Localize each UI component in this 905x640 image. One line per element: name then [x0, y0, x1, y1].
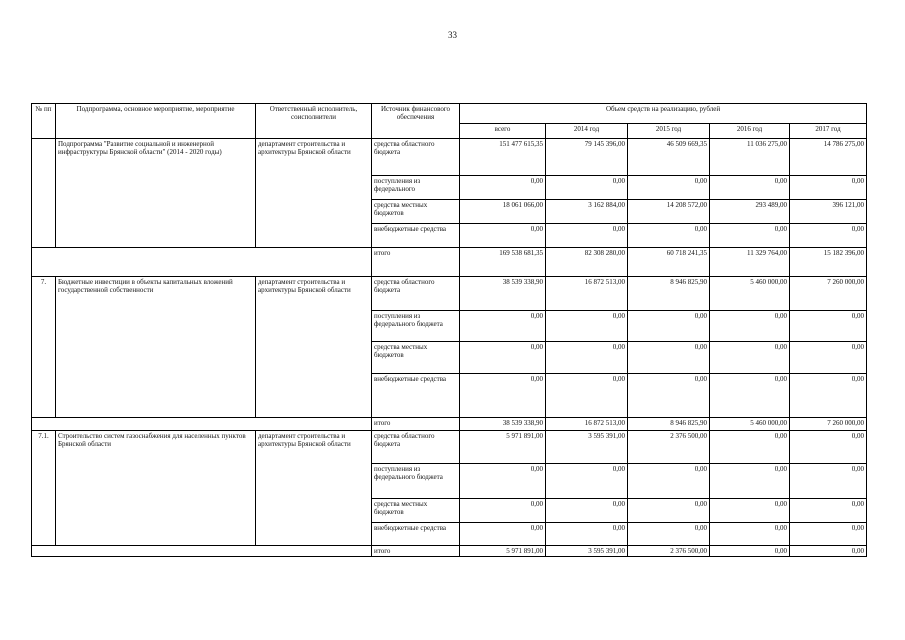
value-total: 0,00 — [460, 523, 546, 546]
value-2017: 0,00 — [790, 464, 867, 499]
value-total: 38 539 338,90 — [460, 277, 546, 311]
value-2015: 8 946 825,90 — [628, 418, 710, 431]
program-name: Бюджетные инвестиции в объекты капитальных вложений государственной собственности — [56, 277, 256, 418]
value-2016: 11 036 275,00 — [710, 139, 790, 176]
value-2014: 0,00 — [546, 311, 628, 342]
value-2016: 0,00 — [710, 431, 790, 464]
value-2015: 2 376 500,00 — [628, 431, 710, 464]
empty-cell — [32, 248, 372, 277]
value-2015: 0,00 — [628, 342, 710, 374]
value-2014: 3 595 391,00 — [546, 431, 628, 464]
header-year-2014: 2014 год — [546, 124, 628, 139]
value-2017: 0,00 — [790, 546, 867, 557]
row-index — [32, 139, 56, 248]
value-2015: 0,00 — [628, 464, 710, 499]
executor: департамент строительства и архитектуры Брянской области — [256, 277, 372, 418]
value-2017: 0,00 — [790, 431, 867, 464]
value-total: 151 477 615,35 — [460, 139, 546, 176]
value-2017: 14 786 275,00 — [790, 139, 867, 176]
value-total: 18 061 066,00 — [460, 200, 546, 224]
value-2015: 0,00 — [628, 499, 710, 523]
value-2017: 7 260 000,00 — [790, 418, 867, 431]
header-year-2017: 2017 год — [790, 124, 867, 139]
value-2015: 0,00 — [628, 311, 710, 342]
funding-source: итого — [372, 418, 460, 431]
value-2016: 0,00 — [710, 342, 790, 374]
value-2015: 0,00 — [628, 224, 710, 248]
empty-cell — [32, 418, 372, 431]
funding-source: средства областного бюджета — [372, 431, 460, 464]
row-index: 7.1. — [32, 431, 56, 546]
header-source: Источник финансового обеспечения — [372, 104, 460, 139]
table-row — [32, 431, 867, 464]
value-total: 0,00 — [460, 464, 546, 499]
value-2016: 0,00 — [710, 374, 790, 418]
value-2015: 60 718 241,35 — [628, 248, 710, 277]
header-num: № пп — [32, 104, 56, 139]
funding-source: внебюджетные средства — [372, 224, 460, 248]
header-year-2016: 2016 год — [710, 124, 790, 139]
funding-source: итого — [372, 248, 460, 277]
table-row — [32, 139, 867, 176]
funding-source: внебюджетные средства — [372, 523, 460, 546]
value-2016: 11 329 764,00 — [710, 248, 790, 277]
value-2016: 0,00 — [710, 523, 790, 546]
value-total: 5 971 891,00 — [460, 546, 546, 557]
value-total: 0,00 — [460, 311, 546, 342]
value-2017: 7 260 000,00 — [790, 277, 867, 311]
empty-cell — [32, 546, 372, 557]
value-2017: 0,00 — [790, 224, 867, 248]
table-row — [32, 248, 867, 277]
table-row — [32, 418, 867, 431]
value-2017: 0,00 — [790, 499, 867, 523]
value-2016: 0,00 — [710, 546, 790, 557]
header-executor: Ответственный исполнитель, соисполнители — [256, 104, 372, 139]
header-total: всего — [460, 124, 546, 139]
header-program: Подпрограмма, основное мероприятие, мероприятие — [56, 104, 256, 139]
table-row — [32, 546, 867, 557]
executor: департамент строительства и архитектуры Брянской области — [256, 139, 372, 248]
value-total: 0,00 — [460, 224, 546, 248]
value-2017: 0,00 — [790, 523, 867, 546]
value-total: 38 539 338,90 — [460, 418, 546, 431]
table-body — [32, 139, 867, 557]
value-2014: 0,00 — [546, 224, 628, 248]
row-index: 7. — [32, 277, 56, 418]
funding-source: средства областного бюджета — [372, 277, 460, 311]
value-2016: 5 460 000,00 — [710, 418, 790, 431]
value-2015: 8 946 825,90 — [628, 277, 710, 311]
value-2015: 14 208 572,00 — [628, 200, 710, 224]
value-2017: 396 121,00 — [790, 200, 867, 224]
value-total: 0,00 — [460, 499, 546, 523]
table-row — [32, 277, 867, 311]
header-year-2015: 2015 год — [628, 124, 710, 139]
value-total: 169 538 681,35 — [460, 248, 546, 277]
value-2017: 0,00 — [790, 374, 867, 418]
header-volume: Объем средств на реализацию, рублей — [460, 104, 867, 124]
program-name: Строительство систем газоснабжения для населенных пунктов Брянской области — [56, 431, 256, 546]
value-2017: 0,00 — [790, 311, 867, 342]
program-name: Подпрограмма "Развитие социальной и инженерной инфраструктуры Брянской области" (2014 - 2020 годы) — [56, 139, 256, 248]
value-2014: 0,00 — [546, 374, 628, 418]
funding-source: поступления из федерального бюджета — [372, 311, 460, 342]
value-2017: 0,00 — [790, 176, 867, 200]
page-number: 33 — [448, 30, 457, 40]
value-2014: 16 872 513,00 — [546, 277, 628, 311]
value-2014: 0,00 — [546, 464, 628, 499]
value-2015: 0,00 — [628, 523, 710, 546]
value-2014: 79 145 396,00 — [546, 139, 628, 176]
funding-source: средства местных бюджетов — [372, 499, 460, 523]
value-2014: 3 595 391,00 — [546, 546, 628, 557]
value-2016: 0,00 — [710, 224, 790, 248]
funding-source: средства областного бюджета — [372, 139, 460, 176]
funding-source: средства местных бюджетов — [372, 342, 460, 374]
value-2015: 0,00 — [628, 374, 710, 418]
value-2015: 0,00 — [628, 176, 710, 200]
funding-source: внебюджетные средства — [372, 374, 460, 418]
value-2016: 0,00 — [710, 464, 790, 499]
value-2017: 15 182 396,00 — [790, 248, 867, 277]
value-2014: 82 308 280,00 — [546, 248, 628, 277]
budget-table — [31, 103, 867, 557]
value-2016: 293 489,00 — [710, 200, 790, 224]
value-2017: 0,00 — [790, 342, 867, 374]
funding-source: поступления из федерального — [372, 176, 460, 200]
value-2014: 3 162 884,00 — [546, 200, 628, 224]
value-2015: 46 509 669,35 — [628, 139, 710, 176]
value-2016: 0,00 — [710, 311, 790, 342]
value-2014: 0,00 — [546, 176, 628, 200]
value-2015: 2 376 500,00 — [628, 546, 710, 557]
value-total: 0,00 — [460, 342, 546, 374]
value-2014: 0,00 — [546, 499, 628, 523]
value-total: 0,00 — [460, 176, 546, 200]
value-2014: 0,00 — [546, 523, 628, 546]
value-total: 0,00 — [460, 374, 546, 418]
value-2016: 0,00 — [710, 176, 790, 200]
funding-source: средства местных бюджетов — [372, 200, 460, 224]
value-2016: 0,00 — [710, 499, 790, 523]
executor: департамент строительства и архитектуры Брянской области — [256, 431, 372, 546]
funding-source: итого — [372, 546, 460, 557]
value-2014: 0,00 — [546, 342, 628, 374]
funding-source: поступления из федерального бюджета — [372, 464, 460, 499]
value-2014: 16 872 513,00 — [546, 418, 628, 431]
value-2016: 5 460 000,00 — [710, 277, 790, 311]
value-total: 5 971 891,00 — [460, 431, 546, 464]
